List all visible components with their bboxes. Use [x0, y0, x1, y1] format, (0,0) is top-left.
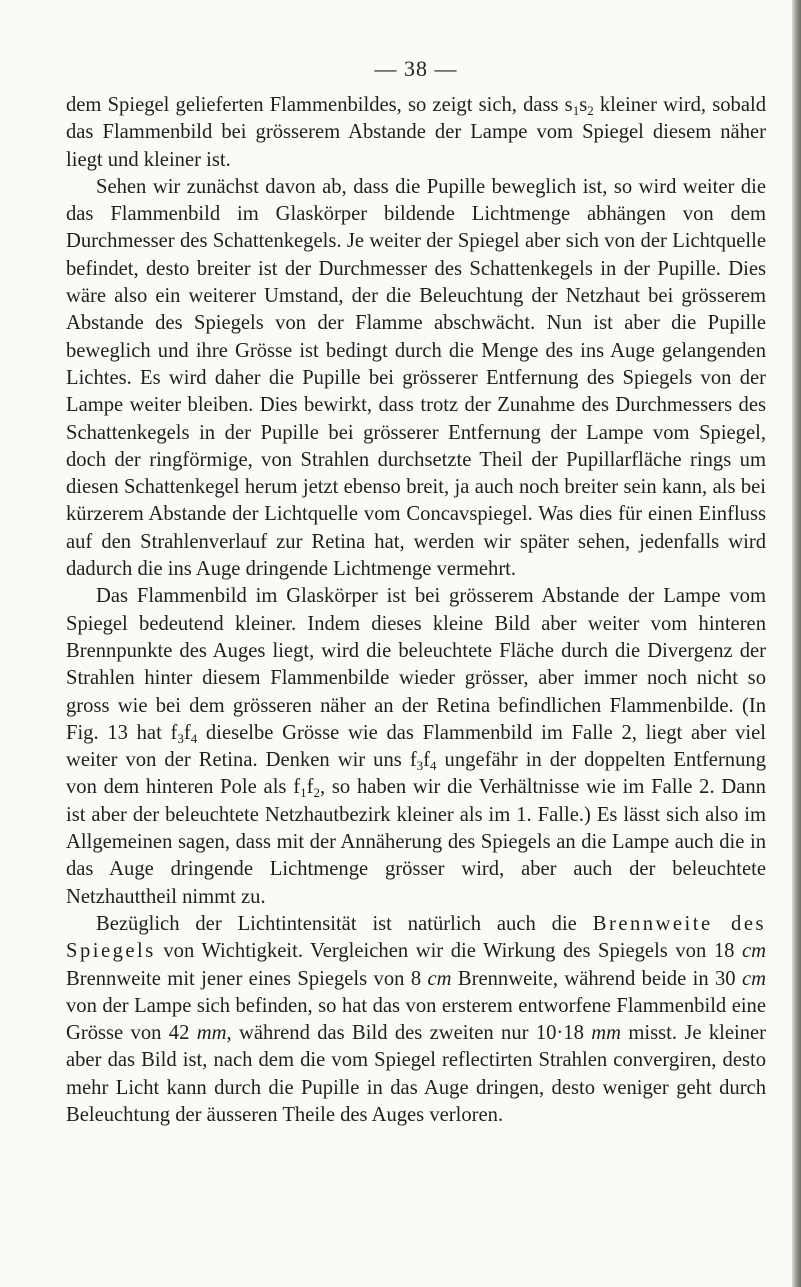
page-number-header: — 38 — — [374, 56, 458, 81]
page — [66, 56, 766, 1129]
text-run: Brennweite mit jener eines Spiegels von 8 — [66, 967, 428, 990]
text-run: von Wichtigkeit. Vergleichen wir die Wirkung des Spiegels von 18 — [155, 940, 742, 963]
text-run: , während das Bild des zweiten nur 10·18 — [226, 1022, 592, 1045]
subscript: 1 — [300, 785, 307, 801]
text-run: f — [183, 721, 191, 744]
text-run: kleiner wird, sobald das Flammenbild bei grösserem Abstande der Lampe vom Spiegel diesem näher liegt und kleiner ist. — [66, 94, 766, 171]
emphasis-spaced: Brennweite des Spiegels — [66, 912, 766, 963]
text-run: s — [579, 94, 588, 116]
unit-italic: cm — [741, 940, 766, 963]
text-run: dieselbe Grösse wie das Flammenbild im Falle 2, liegt aber viel weiter von der Retina. Denken wir uns f — [66, 721, 766, 772]
subscript: 4 — [190, 730, 198, 746]
paragraph — [66, 92, 766, 174]
subscript: 1 — [572, 103, 580, 118]
paragraph — [66, 911, 766, 1129]
paragraph — [66, 583, 766, 911]
subscript: 4 — [430, 758, 437, 774]
unit-italic: cm — [427, 967, 452, 990]
text-run: Bezüglich der Lichtintensität ist natürlich auch die — [96, 912, 593, 935]
unit-italic: cm — [741, 967, 766, 990]
text-run: , so haben wir die Verhältnisse wie im Falle 2. Dann ist aber der beleuchtete Netzhautbezirk kleiner als im 1. Falle.) Es lässt sich also im Allgemeinen sagen, dass mit der Annäherung des Spiegels an die Lampe auch die in das Auge dringende Lichtmenge grösser wird, aber auch der beleuchtete Netzhauttheil nimmt zu. — [66, 776, 766, 908]
text-run: dem Spiegel gelieferten Flammenbildes, so zeigt sich, dass s — [66, 94, 573, 116]
text-run: Brennweite, während beide in 30 — [451, 967, 742, 990]
text-run: Sehen wir zunächst davon ab, dass die Pupille beweglich ist, so wird weiter die das Flammenbild im Glaskörper bildende Lichtmenge abhängen von dem Durchmesser des Schattenkegels. Je weiter der Spiegel aber sich von der Lichtquelle befindet, desto breiter ist der Durchmesser des Schattenkegels in der Pupille. Dies wäre also ein weiterer Umstand, der die Beleuchtung der Netzhaut bei grösserem Abstande des Spiegels von der Flamme abschwächt. Nun ist aber die Pupille beweglich und ihre Grösse ist bedingt durch die Menge des ins Auge gelangenden Lichtes. Es wird daher die Pupille bei grösserer Entfernung des Spiegels von der Lampe weiter bleiben. Dies bewirkt, dass trotz der Zunahme des Durchmessers des Schattenkegels in der Pupille bei grösserer Entfernung der Lampe vom Spiegel, doch der ringförmige, von Strahlen durchsetzte Theil der Pupillarfläche rings um diesen Schattenkegel herum jetzt ebenso breit, ja auch noch breiter sein kann, als bei kürzerem Abstande der Lichtquelle vom Concavspiegel. Was dies für einen Einfluss auf den Strahlenverlauf zur Retina hat, werden wir später sehen, jedenfalls wird dadurch die ins Auge dringende Lichtmenge vermehrt. — [66, 175, 766, 581]
subscript: 3 — [416, 758, 424, 774]
subscript: 3 — [177, 730, 184, 746]
text-run: f — [423, 749, 431, 772]
subscript: 2 — [313, 785, 320, 801]
body-text — [66, 92, 766, 1129]
text-run: ungefähr in der doppelten Entfernung von dem hinteren Pole als f — [66, 749, 766, 799]
paragraph — [66, 174, 766, 583]
text-run: Das Flammenbild im Glaskörper ist bei grösserem Abstande der Lampe vom Spiegel bedeutend kleiner. Indem dieses kleine Bild aber weiter vom hinteren Brennpunkte des Auges liegt, wird die beleuchtete Fläche durch die Divergenz der Strahlen hinter diesem Flammenbilde wieder grösser, aber immer noch nicht so gross wie bei dem grösseren näher an der Retina befindlichen Flammenbilde. (In Fig. 13 hat f — [66, 585, 766, 744]
page-edge-shadow — [792, 0, 801, 1287]
text-run: von der Lampe sich befinden, so hat das von ersterem entworfene Flammenbild eine Grösse von 42 — [66, 994, 766, 1045]
unit-italic: mm — [196, 1022, 227, 1045]
unit-italic: mm — [591, 1022, 621, 1045]
text-run: f — [306, 776, 314, 799]
text-run: misst. Je kleiner aber das Bild ist, nach dem die vom Spiegel reflectirten Strahlen convergiren, desto mehr Licht kann durch die Pupille in das Auge dringen, desto weniger geht durch Beleuchtung der äusseren Theile des Auges verloren. — [66, 1022, 766, 1126]
subscript: 2 — [587, 103, 594, 118]
